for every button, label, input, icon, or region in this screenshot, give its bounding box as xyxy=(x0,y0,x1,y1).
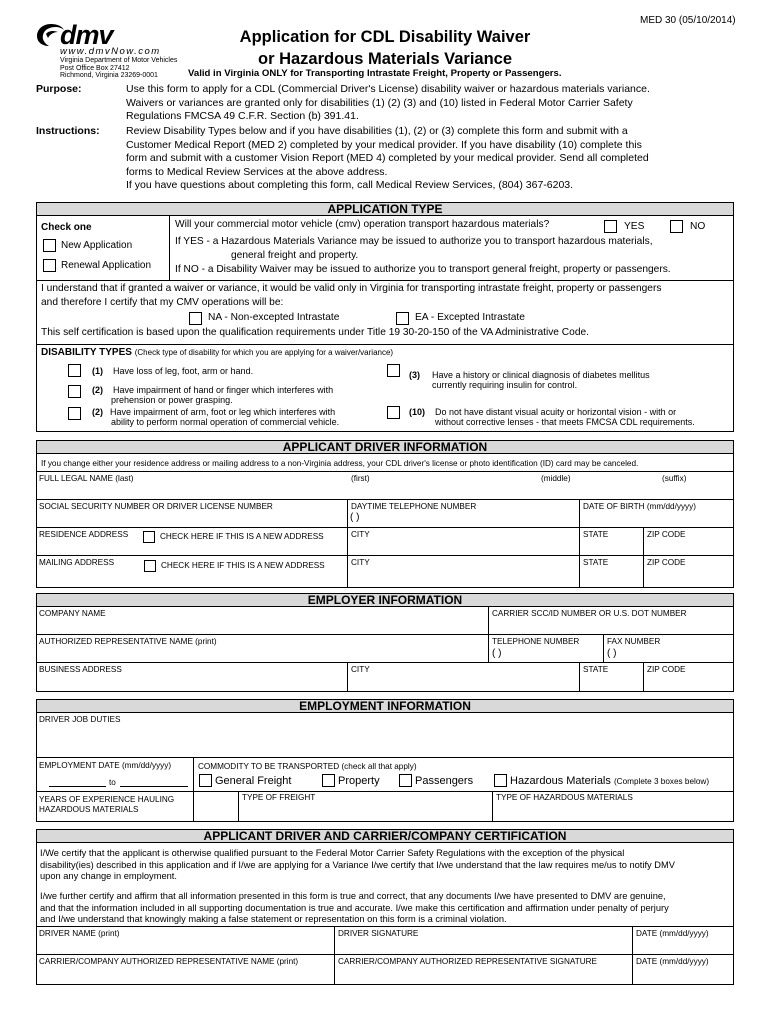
disability-1-checkbox[interactable] xyxy=(68,364,81,377)
employment-date-label: EMPLOYMENT DATE (mm/dd/yyyy) xyxy=(39,761,172,770)
new-application-checkbox[interactable] xyxy=(43,239,56,252)
yes-label: YES xyxy=(624,221,645,232)
passengers-label: Passengers xyxy=(415,775,474,787)
disability-2a-checkbox[interactable] xyxy=(68,385,81,398)
hazmat-yes-checkbox[interactable] xyxy=(604,220,617,233)
driver-name-label: DRIVER NAME (print) xyxy=(39,929,120,938)
carrier-number-label: CARRIER SCC/ID NUMBER OR U.S. DOT NUMBER xyxy=(492,609,687,618)
na-intrastate-checkbox[interactable] xyxy=(189,312,202,325)
no-label: NO xyxy=(690,221,706,232)
employer-info-header: EMPLOYER INFORMATION xyxy=(36,593,734,607)
auth-rep-label: AUTHORIZED REPRESENTATIVE NAME (print) xyxy=(39,637,217,646)
self-certification-text: This self certification is based upon the qualification requirements under Title 19 30-20-150 of the VA Administrative Code. xyxy=(41,327,589,338)
renewal-application-checkbox[interactable] xyxy=(43,259,56,272)
freight-type-label: TYPE OF FREIGHT xyxy=(242,793,316,802)
ea-intrastate-label: EA - Excepted Intrastate xyxy=(415,312,525,323)
ssn-label: SOCIAL SECURITY NUMBER OR DRIVER LICENSE NUMBER xyxy=(39,502,273,511)
passengers-checkbox[interactable] xyxy=(399,774,412,787)
business-zip-label: ZIP CODE xyxy=(647,665,686,674)
understand-text: I understand that if granted a waiver or variance, it would be valid only in Virginia for transporting intrastate freight, property or passengers and therefore I certify that my CMV operations will be: xyxy=(41,283,662,308)
form-number: MED 30 (05/10/2014) xyxy=(640,15,736,26)
disability-2b-text: Have impairment of arm, foot or leg which interferes with ability to perform normal operation of commercial vehicle. xyxy=(110,407,340,427)
residence-address-label: RESIDENCE ADDRESS xyxy=(39,530,129,539)
instructions-text: Review Disability Types below and if you have disabilities (1), (2) or (3) complete this form and submit with a Customer Medical Report (MED 2) completed by your medical provider. If you have disability (10) complete this form and submit with a customer Vision Report (MED 4) completed by your medical provider. Send all completed forms to Medical Review Services at the above address. If you have questions about completing this form, call Medical Review Services, (804) 367-6203. xyxy=(126,125,649,192)
residence-state-label: STATE xyxy=(583,530,609,539)
hazmat-type-label: TYPE OF HAZARDOUS MATERIALS xyxy=(496,793,633,802)
disability-1-number: (1) xyxy=(92,366,103,376)
dmv-url: www.dmvNow.com xyxy=(60,46,161,57)
disability-2b-number: (2) xyxy=(92,407,103,417)
na-intrastate-label: NA - Non-excepted Intrastate xyxy=(208,312,340,323)
disability-2a-text: Have impairment of hand or finger which interferes with prehension or power grasping. xyxy=(111,385,334,405)
business-state-label: STATE xyxy=(583,665,609,674)
daytime-phone-label: DAYTIME TELEPHONE NUMBER xyxy=(351,502,477,511)
instructions-label: Instructions: xyxy=(36,125,100,137)
property-checkbox[interactable] xyxy=(322,774,335,787)
employer-phone-parens: ( ) xyxy=(492,648,502,659)
rep-name-label: CARRIER/COMPANY AUTHORIZED REPRESENTATIVE NAME (print) xyxy=(39,957,299,966)
page-title: Application for CDL Disability Waiver or Hazardous Materials Variance xyxy=(239,28,531,68)
purpose-label: Purpose: xyxy=(36,83,82,95)
certification-header: APPLICANT DRIVER AND CARRIER/COMPANY CERTIFICATION xyxy=(36,829,734,843)
dmv-logo xyxy=(36,22,196,82)
disability-3-text: Have a history or clinical diagnosis of diabetes mellitus currently requiring insulin for control. xyxy=(432,370,650,390)
page-subtitle: Valid in Virginia ONLY for Transporting Intrastate Freight, Property or Passengers. xyxy=(188,68,562,79)
disability-1-text: Have loss of leg, foot, arm or hand. xyxy=(113,366,254,376)
if-yes-text-2: general freight and property. xyxy=(231,250,359,261)
disability-3-number: (3) xyxy=(409,370,420,380)
disability-10-number: (10) xyxy=(409,407,426,417)
company-name-label: COMPANY NAME xyxy=(39,609,106,618)
check-one-label: Check one xyxy=(41,222,92,233)
renewal-application-label: Renewal Application xyxy=(61,260,152,271)
dob-label: DATE OF BIRTH (mm/dd/yyyy) xyxy=(583,502,696,511)
daytime-phone-parens: ( ) xyxy=(350,512,360,523)
driver-signature-label: DRIVER SIGNATURE xyxy=(338,929,419,938)
residence-zip-label: ZIP CODE xyxy=(647,530,686,539)
employment-info-header: EMPLOYMENT INFORMATION xyxy=(36,699,734,713)
employer-phone-label: TELEPHONE NUMBER xyxy=(492,637,580,646)
dmv-wordmark: dmv xyxy=(60,20,113,50)
disability-2b-checkbox[interactable] xyxy=(68,407,81,420)
full-name-input[interactable] xyxy=(36,484,734,498)
driver-date-label: DATE (mm/dd/yyyy) xyxy=(636,929,709,938)
mailing-address-label: MAILING ADDRESS xyxy=(39,558,115,567)
ea-intrastate-checkbox[interactable] xyxy=(396,312,409,325)
hazmat-question: Will your commercial motor vehicle (cmv) operation transport hazardous materials? xyxy=(175,219,550,230)
if-yes-text: If YES - a Hazardous Materials Variance may be issued to authorize you to transport hazardous materials, xyxy=(175,236,653,247)
application-type-header: APPLICATION TYPE xyxy=(36,202,734,216)
suffix-label: (suffix) xyxy=(662,474,687,483)
disability-10-checkbox[interactable] xyxy=(387,406,400,419)
middle-name-label: (middle) xyxy=(541,474,571,483)
mailing-new-address-checkbox[interactable] xyxy=(144,560,156,572)
hazardous-materials-checkbox[interactable] xyxy=(494,774,507,787)
general-freight-label: General Freight xyxy=(215,775,292,787)
certification-paragraph-2: I/we further certify and affirm that all information presented in this form is true and correct, that any documents I/we have presented to DMV are genuine, and that the information included in all supporting documentation is true and accurate. I/we make this certification and affirmation under penalty of perjury and I/we understand that knowingly making a false statement or representation on this form is a criminal violation. xyxy=(40,891,669,925)
rep-signature-label: CARRIER/COMPANY AUTHORIZED REPRESENTATIVE SIGNATURE xyxy=(338,957,597,966)
business-address-label: BUSINESS ADDRESS xyxy=(39,665,122,674)
commodity-label: COMMODITY TO BE TRANSPORTED (check all that apply) xyxy=(198,762,417,771)
mailing-zip-label: ZIP CODE xyxy=(647,558,686,567)
residence-city-label: CITY xyxy=(351,530,370,539)
fax-parens: ( ) xyxy=(607,648,617,659)
mailing-city-label: CITY xyxy=(351,558,370,567)
disability-types-title: DISABILITY TYPES (Check type of disability for which you are applying for a waiver/variance) xyxy=(41,347,394,358)
if-no-text: If NO - a Disability Waiver may be issued to authorize you to transport general freight, property or passengers. xyxy=(175,264,671,275)
certification-paragraph-1: I/We certify that the applicant is otherwise qualified pursuant to the Federal Motor Carrier Safety Regulations with the exception of the physical disability(ies) described in this application and if I/we are applying for a Variance I/we certify that I/we understand that the law requires me/us to notify DMV upon any change in employment. xyxy=(40,848,675,882)
disability-2a-number: (2) xyxy=(92,385,103,395)
employment-date-to: to xyxy=(109,778,116,787)
residence-new-address-label: CHECK HERE IF THIS IS A NEW ADDRESS xyxy=(160,532,324,541)
purpose-text: Use this form to apply for a CDL (Commercial Driver's License) disability waiver or hazardous materials variance. Waivers or variances are granted only for disabilities (1) (2) (3) and (10) listed in Federal Motor Carrier Safety Regulations FMCSA 49 C.F.R. Section (b) 391.41. xyxy=(126,83,650,123)
hazmat-no-checkbox[interactable] xyxy=(670,220,683,233)
fax-label: FAX NUMBER xyxy=(607,637,661,646)
agency-address: Virginia Department of Motor Vehicles Post Office Box 27412 Richmond, Virginia 23269-0001 xyxy=(60,57,178,79)
rep-date-label: DATE (mm/dd/yyyy) xyxy=(636,957,709,966)
years-experience-label: YEARS OF EXPERIENCE HAULING HAZARDOUS MATERIALS xyxy=(39,795,175,814)
business-city-label: CITY xyxy=(351,665,370,674)
first-name-label: (first) xyxy=(351,474,370,483)
residence-new-address-checkbox[interactable] xyxy=(143,531,155,543)
mailing-state-label: STATE xyxy=(583,558,609,567)
property-label: Property xyxy=(338,775,380,787)
full-name-label: FULL LEGAL NAME (last) xyxy=(39,474,134,483)
job-duties-label: DRIVER JOB DUTIES xyxy=(39,715,121,724)
disability-10-text: Do not have distant visual acuity or horizontal vision - with or without corrective lenses - that meets FMCSA CDL requirements. xyxy=(435,407,695,427)
disability-3-checkbox[interactable] xyxy=(387,364,400,377)
driver-info-header: APPLICANT DRIVER INFORMATION xyxy=(36,440,734,454)
address-change-note: If you change either your residence address or mailing address to a non-Virginia address, your CDL driver's license or photo identification (ID) card may be canceled. xyxy=(41,459,639,468)
hazardous-materials-label: Hazardous Materials (Complete 3 boxes below) xyxy=(510,775,710,787)
mailing-new-address-label: CHECK HERE IF THIS IS A NEW ADDRESS xyxy=(161,561,325,570)
new-application-label: New Application xyxy=(61,240,133,251)
general-freight-checkbox[interactable] xyxy=(199,774,212,787)
